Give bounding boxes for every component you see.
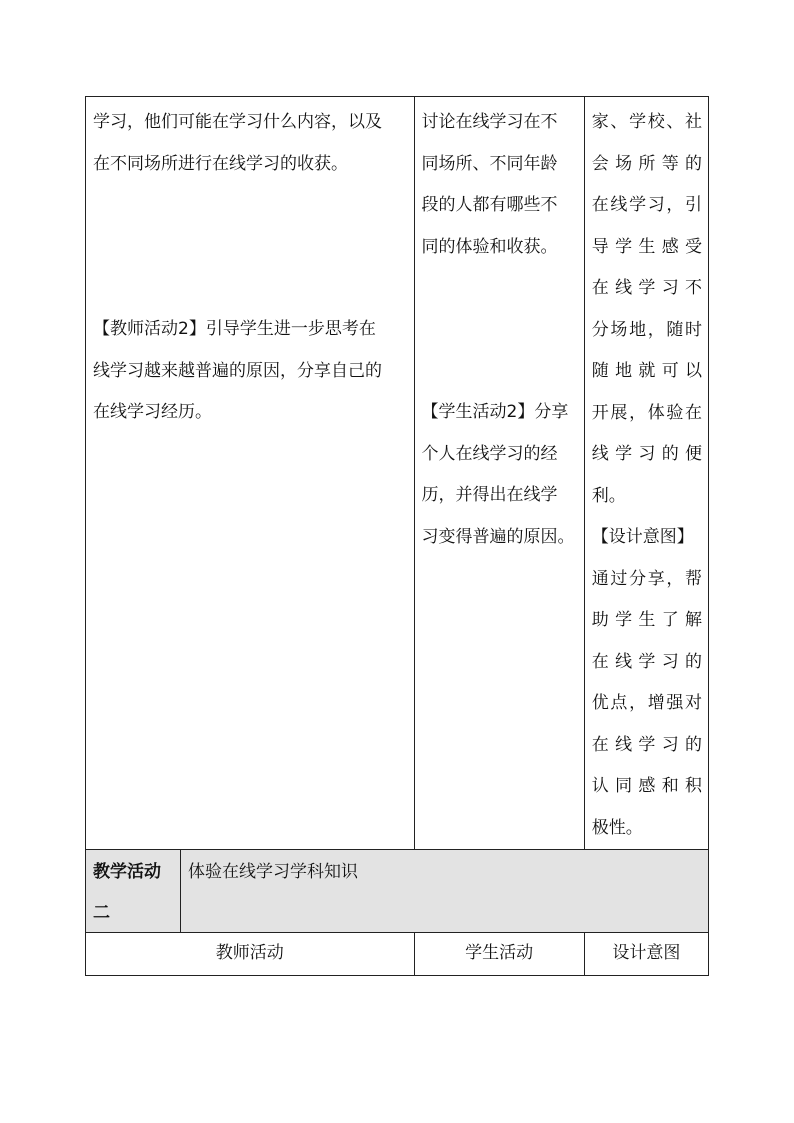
design-text-line: 通过分享，帮 [591,568,702,589]
student-text-line: 个人在线学习的经 [421,443,558,464]
student-activity-header: 学生活动 [414,933,584,976]
teacher-text-line: 线学习越来越普遍的原因，分享自己的 [93,360,382,381]
activity-label [86,850,181,932]
student-text-line: 讨论在线学习在不 [421,112,558,132]
teacher-text-line: 学习，他们可能在学习什么内容，以及 [93,112,382,132]
design-intent-header: 设计意图 [584,933,708,976]
student-activity-cell [414,97,584,850]
design-text-line: 利。 [591,485,626,506]
activity-title: 体验在线学习学科知识 [188,862,358,882]
activity-label-line: 二 [93,903,110,923]
design-text-line: 开展，体验在 [591,402,702,423]
student-text-line: 同的体验和收获。 [421,236,558,257]
teacher-text-line: 在线学习经历。 [93,402,212,422]
design-text-line: 优点，增强对 [591,693,702,713]
student-text-line: 段的人都有哪些不 [421,195,558,215]
design-text-line: 分场地，随时 [591,319,702,340]
content-row [86,97,709,850]
student-text-line: 【学生活动2】分享 [421,402,569,422]
activity-cell [86,850,709,933]
design-text-line: 在线学习不 [591,278,702,298]
design-text-line: 极性。 [591,817,643,838]
design-text-line: 导学生感受 [591,236,702,257]
design-text-line: 在线学习，引 [591,195,702,215]
activity-label-line: 教学活动 [93,862,161,882]
design-intent-cell [584,97,708,850]
design-text-line: 随地就可以 [591,361,702,381]
design-text-line: 认同感和积 [591,776,702,796]
design-text-line: 会场所等的 [591,153,702,174]
column-header-row [86,933,709,976]
design-text-line: 助学生了解 [591,610,702,630]
activity-row [86,850,709,933]
design-text-line: 线学习的便 [591,444,702,464]
teacher-activity-header: 教师活动 [86,933,415,976]
teacher-text-line: 【教师活动2】引导学生进一步思考在 [93,319,376,339]
teacher-activity-cell [86,97,415,850]
design-text-line: 在线学习的 [591,651,702,672]
teacher-text-line: 在不同场所进行在线学习的收获。 [93,153,348,174]
student-text-line: 习变得普遍的原因。 [421,526,575,547]
student-text-line: 同场所、不同年龄 [421,153,558,174]
design-text-line: 家、学校、社 [591,112,702,132]
design-intent-heading: 【设计意图】 [591,527,694,547]
design-text-line: 在线学习的 [591,734,702,755]
student-text-line: 历，并得出在线学 [421,485,558,505]
lesson-plan-table [85,96,709,976]
